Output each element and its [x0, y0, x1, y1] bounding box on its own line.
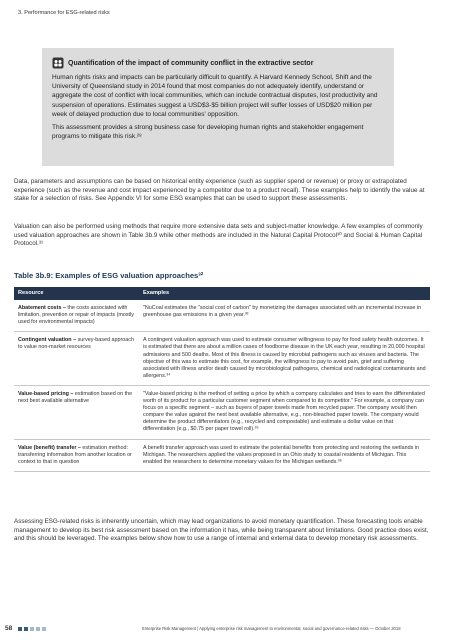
section-dot — [36, 627, 40, 631]
resource-cell — [14, 439, 139, 471]
resource-cell — [14, 385, 139, 439]
section-dot — [24, 627, 28, 631]
case-study-title: Quantification of the impact of community conflict in the extractive sector — [68, 59, 314, 67]
section-dot — [42, 627, 46, 631]
example-cell: "Value-based pricing is the method of setting a price by which a company calculates and tries to earn the differentiated worth of its product for a particular customer segment when compared to its competitor." For example, a company can focus on a specific segment – such as buyers of paper towels made from recycled paper. The company would then compare the value against the next best available alternative, e.g., non-bleached paper towels. The company would determine the product differentiators (e.g., recycled and compostable) and estimate a dollar value on that differentiation (e.g., $0.75 per paper towel roll).³⁵ — [139, 385, 430, 439]
table-title: Table 3b.9: Examples of ESG valuation approaches³² — [14, 271, 204, 280]
case-study-paragraph-2: This assessment provides a strong business case for developing human rights and stakeholder engagement programs to mitigate this risk.²⁸ — [52, 124, 364, 141]
resource-description: the costs associated with limitation, prevention or repair of impacts (mostly used for environmental impacts) — [18, 305, 134, 326]
body-paragraph-3: Assessing ESG-related risks is inherently uncertain, which may lead organizations to avoid monetary quantification. These forecasting tools enable management to develop its best risk assessment based on the information it has, while being transparent about limitations. Good practice does exist, and this should be leveraged. The examples below show how to use a range of internal and external data to develop monetary risk assessments. — [14, 518, 429, 543]
resource-description: survey-based approach to value non-market resources — [18, 337, 134, 351]
section-dot — [18, 627, 22, 631]
resource-name: Abatement costs – — [18, 305, 66, 312]
resource-cell — [14, 300, 139, 332]
table-row — [14, 300, 430, 332]
page-footer — [0, 622, 452, 636]
header-examples: Examples — [139, 287, 430, 300]
resource-description: estimation method: transferring information from another location or context to that in question — [18, 444, 132, 465]
page-number: 58 — [5, 625, 13, 632]
table-row — [14, 439, 430, 471]
table-row — [14, 332, 430, 386]
people-icon — [52, 57, 64, 69]
body-paragraph-2: Valuation can also be performed using methods that require more extensive data sets and subject-matter knowledge. A few examples of commonly used valuation approaches are shown in Table 3b.9 while other methods are included in the Natural Capital Protocol³⁰ and Social & Human Capital Protocol.³¹ — [14, 223, 423, 248]
footer-text: Enterprise Risk Management | Applying enterprise risk management to environmental, social and governance-related risks — October 2018 — [142, 626, 401, 631]
body-paragraph-1: Data, parameters and assumptions can be based on historical entity experience (such as supplier spend or revenue) or proxy or extrapolated experience (such as the revenue and cost impact experienced by a competitor due to a product recall). These examples help to identify the value at stake for a selection of risks. See Appendix VI for some ESG examples that can be used to support these assessments. — [14, 178, 425, 203]
case-study-box — [42, 48, 394, 166]
example-cell: A contingent valuation approach was used to estimate consumer willingness to pay for food safety health outcomes. It is estimated that there are about a million cases of foodborne disease in the UK each year, resulting in 20,000 hospital admissions and 500 deaths. Most of this illness is caused by microbial pathogens such as viruses and bacteria. The objective of this was to estimate this cost, for example, the willingness to pay to avoid pain, grief and suffering associated with illness and/or death caused by microbiological pathogens, chemical and radiological contaminants and allergens.³⁴ — [139, 332, 430, 386]
section-dot — [30, 627, 34, 631]
valuation-table — [14, 287, 430, 472]
resource-description: estimation based on the next best available alternative — [18, 390, 133, 405]
example-cell: A benefit transfer approach was used to estimate the potential benefits from protecting and restoring the wetlands in Michigan. The researchers applied the values proposed in an Ohio study to coastal residents of Michigan. This enabled the researchers to determine monetary values for the Michigan wetlands.³⁶ — [139, 439, 430, 471]
section-header: 3. Performance for ESG-related risks — [18, 10, 110, 16]
table-row — [14, 385, 430, 439]
resource-name: Value (benefit) transfer – — [18, 444, 81, 451]
example-cell: "NuCoal estimates the "social cost of carbon" by monetizing the damages associated with an incremental increase in greenhouse gas emissions in a given year.³³ — [139, 300, 430, 332]
section-dots — [18, 627, 46, 631]
case-study-title-row — [52, 57, 384, 69]
case-study-paragraph-1: Human rights risks and impacts can be particularly difficult to quantify. A Harvard Kennedy School, Shift and the University of Queensland study in 2014 found that most companies do not adequately identify, understand or aggregate the cost of conflict with local communities, which can include contractual disputes, lost productivity and suspension of operations. Estimates suggest a USD$3-$5 billion project will suffer losses of USD$20 million per week of delayed production due to local communities' opposition. — [52, 74, 378, 118]
header-resource: Resource — [14, 287, 139, 300]
resource-name: Value-based pricing – — [18, 390, 74, 397]
resource-name: Contingent valuation – — [18, 337, 77, 344]
resource-cell — [14, 332, 139, 386]
table-header-row — [14, 287, 430, 300]
